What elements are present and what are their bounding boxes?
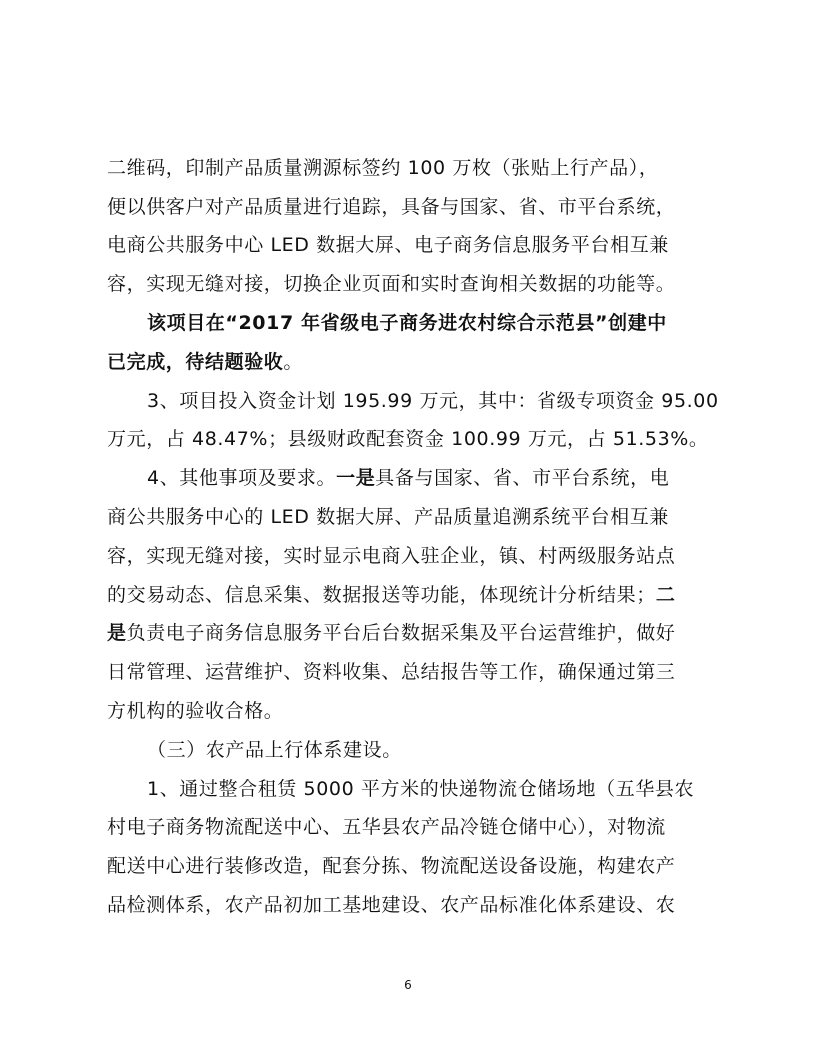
paragraph-line: 3、项目投入资金计划 195.99 万元，其中：省级专项资金 95.00 bbox=[147, 390, 719, 412]
paragraph-line: 万元，占 48.47%；县级财政配套资金 100.99 万元，占 51.53%。 bbox=[107, 428, 709, 450]
paragraph-line: 容，实现无缝对接，实时显示电商入驻企业，镇、村两级服务站点 bbox=[107, 545, 676, 567]
line-text: 具备与国家、省、市平台系统，电 bbox=[375, 467, 670, 489]
paragraph-line: 该项目在“2017 年省级电子商务进农村综合示范县”创建中 bbox=[147, 312, 667, 334]
paragraph-line bbox=[147, 466, 719, 490]
paragraph-line: 品检测体系，农产品初加工基地建设、农产品标准化体系建设、农 bbox=[107, 894, 676, 916]
paragraph-line bbox=[107, 621, 719, 645]
paragraph-line bbox=[107, 350, 719, 374]
line-text: 的交易动态、信息采集、数据报送等功能，体现统计分析结果； bbox=[107, 584, 656, 606]
bold-text: 已完成，待结题验收 bbox=[107, 351, 284, 373]
paragraph-line: 便以供客户对产品质量进行追踪，具备与国家、省、市平台系统， bbox=[107, 196, 676, 218]
paragraph-line: 商公共服务中心的 LED 数据大屏、产品质量追溯系统平台相互兼 bbox=[107, 506, 669, 528]
paragraph-line: 电商公共服务中心 LED 数据大屏、电子商务信息服务平台相互兼 bbox=[107, 234, 669, 256]
bold-text: 二 bbox=[655, 584, 676, 606]
line-text: 。 bbox=[283, 351, 304, 373]
line-text: 4、其他事项及要求。 bbox=[147, 467, 337, 489]
line-text: 负责电子商务信息服务平台后台数据采集及平台运营维护，做好 bbox=[126, 622, 676, 644]
paragraph-line: 日常管理、运营维护、资料收集、总结报告等工作，确保通过第三 bbox=[107, 661, 676, 683]
paragraph-line: 容，实现无缝对接，切换企业页面和实时查询相关数据的功能等。 bbox=[107, 273, 676, 295]
paragraph-line: 村电子商务物流配送中心、五华县农产品冷链仓储中心），对物流 bbox=[107, 816, 666, 838]
section-heading: （三）农产品上行体系建设。 bbox=[147, 739, 402, 761]
paragraph-line: 二维码，印制产品质量溯源标签约 100 万枚（张贴上行产品）， bbox=[107, 157, 659, 179]
paragraph-line bbox=[107, 583, 719, 607]
paragraph-line: 方机构的验收合格。 bbox=[107, 700, 284, 722]
page-number: 6 bbox=[404, 978, 412, 992]
paragraph-line: 配送中心进行装修改造，配套分拣、物流配送设备设施，构建农产 bbox=[107, 855, 676, 877]
bold-text: 是 bbox=[107, 622, 127, 644]
paragraph-line: 1、通过整合租赁 5000 平方米的快递物流仓储场地（五华县农 bbox=[147, 778, 695, 800]
bold-text: 一是 bbox=[336, 467, 376, 489]
